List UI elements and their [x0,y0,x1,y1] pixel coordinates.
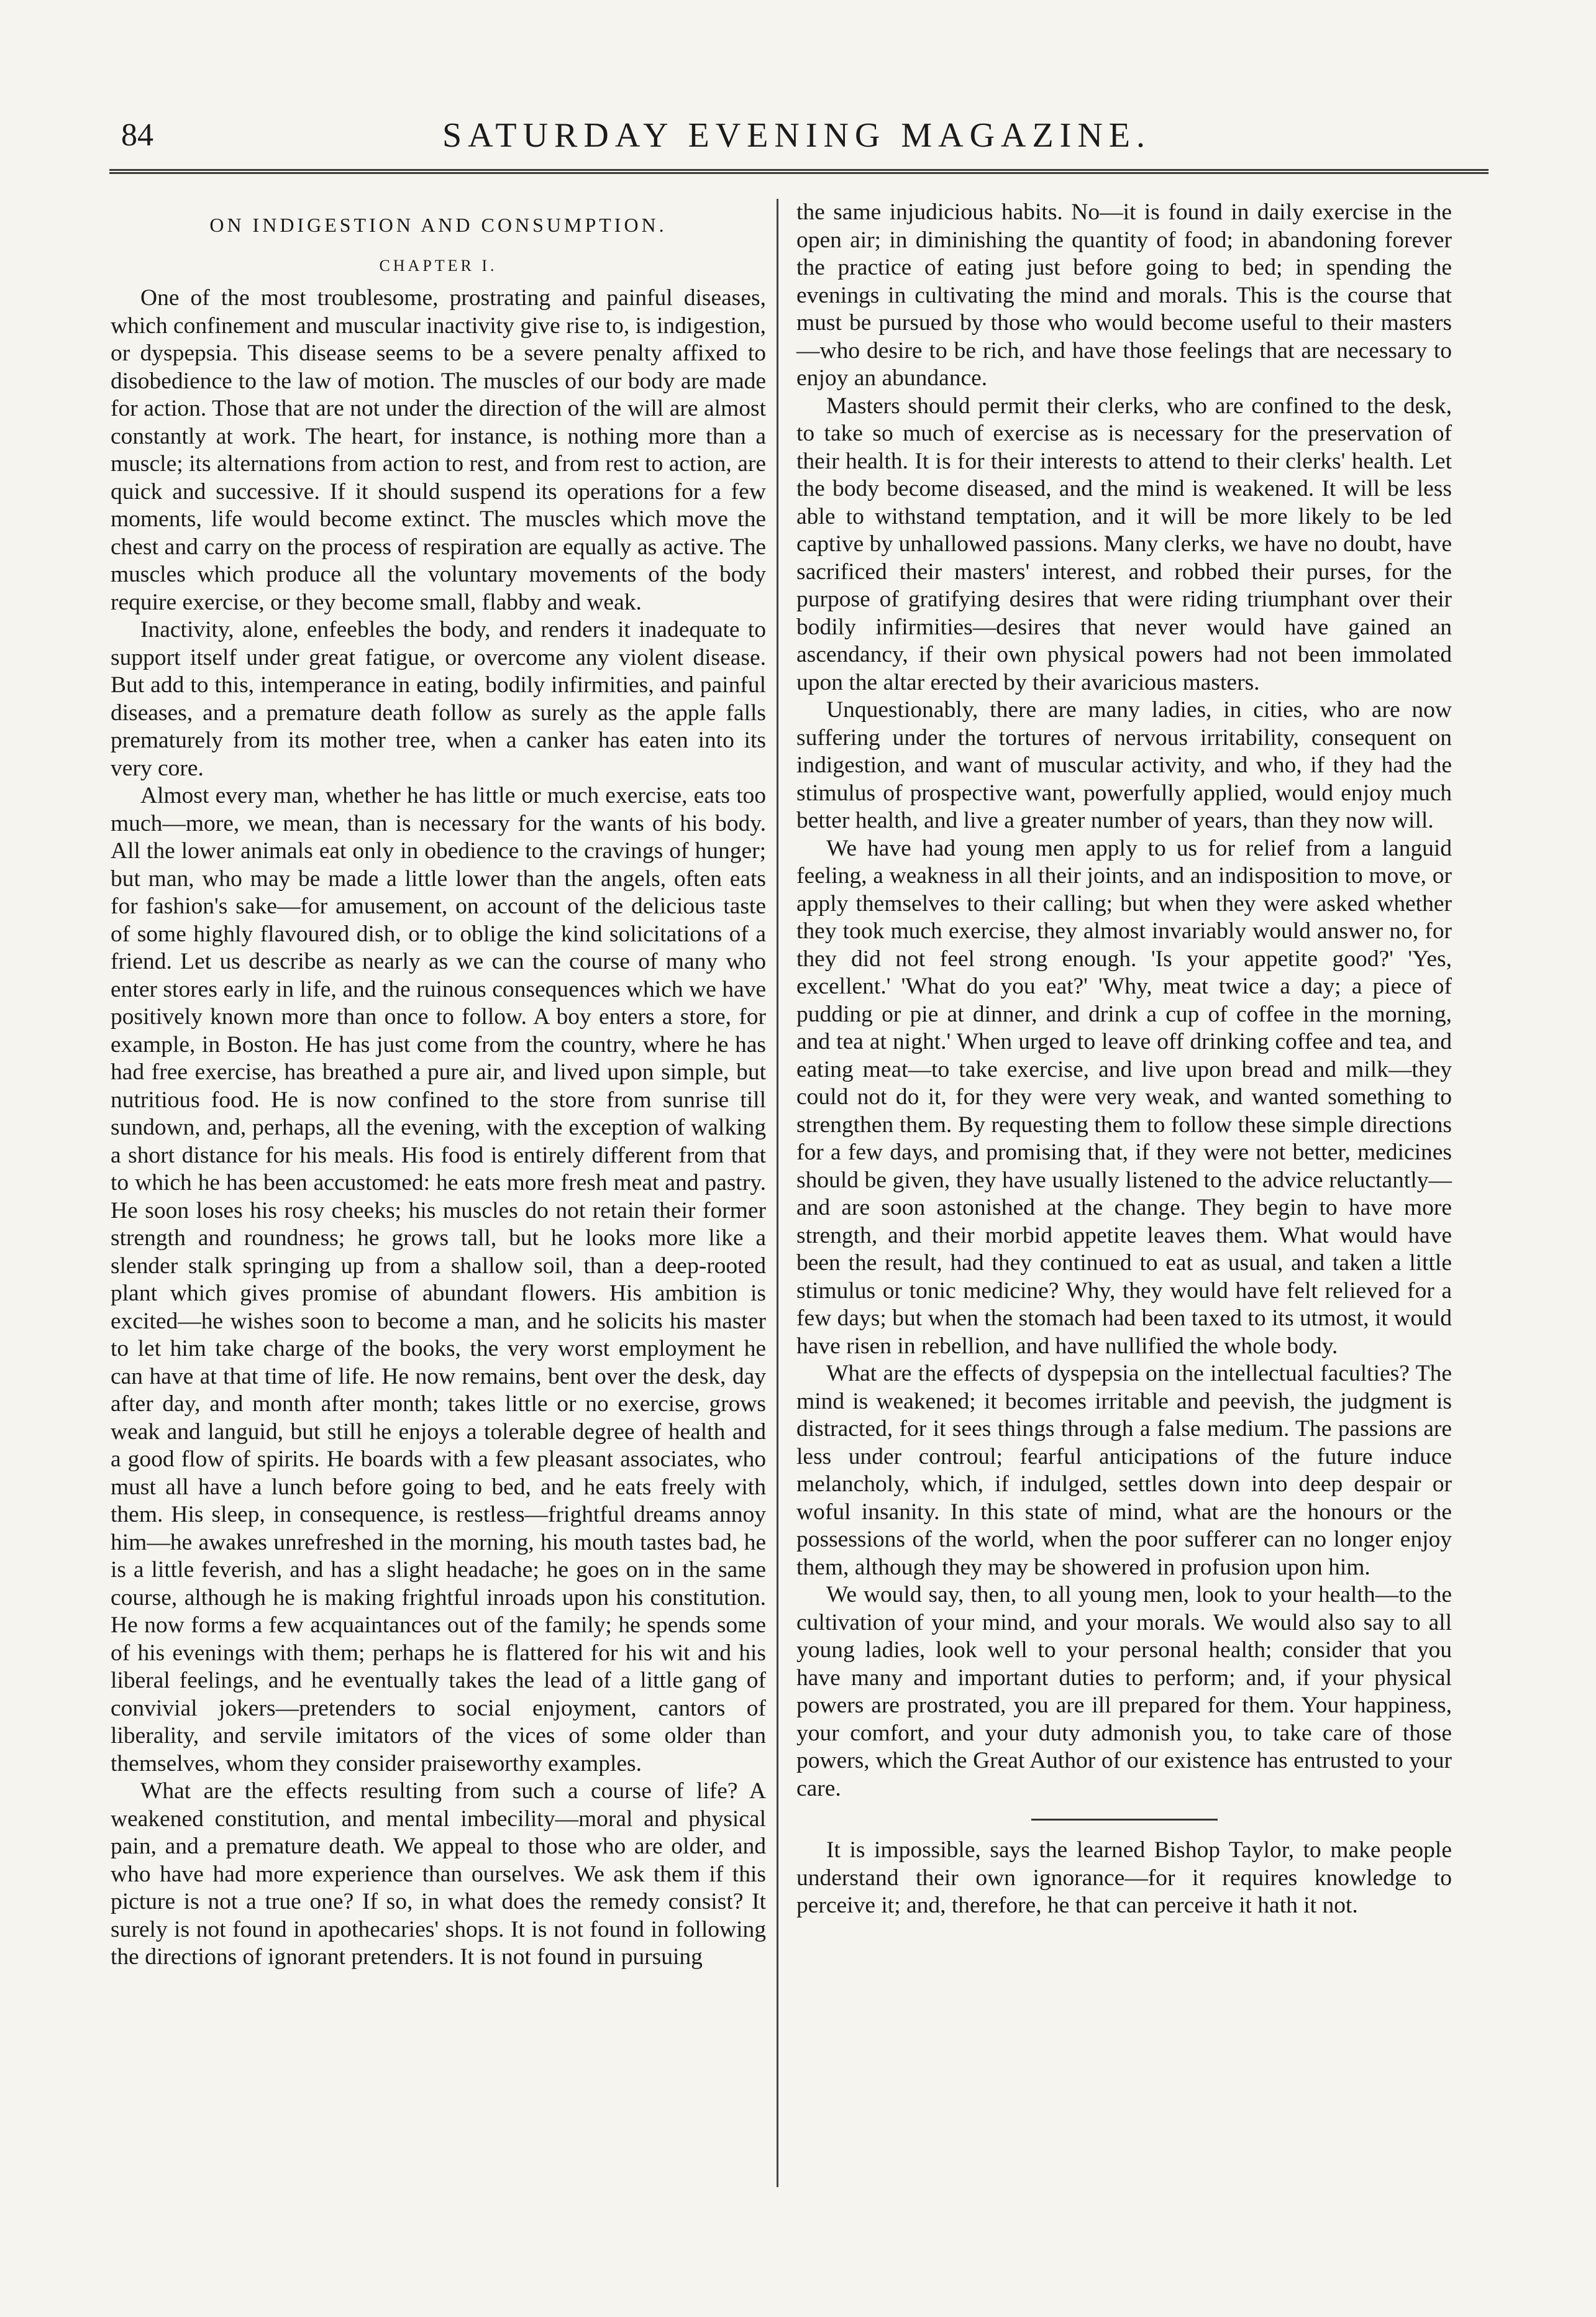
column-divider [777,199,778,2187]
paragraph: Masters should permit their clerks, who are confined to the desk, to take so much of exercise as is necessary for the preservation of their health. It is for their interests to attend to their clerks' health. Let the body become diseased, and the mind is weakened. It will be less able to withstand temptation, and it will be more likely to be led captive by unhallowed passions. Many clerks, we have no doubt, have sacrificed their masters' interest, and robbed their purses, for the purpose of gratifying desires that were riding triumphant over their bodily infirmities—desires that never would have gained an ascendancy, if their own physical powers had not been immolated upon the altar erected by their avaricious masters. [796,393,1452,695]
paragraph: We have had young men apply to us for relief from a languid feeling, a weakness in all their joints, and an indisposition to move, or apply themselves to their calling; but when they were asked whether they took much exercise, they almost invariably would answer no, for they did not feel strong enough. 'Is your appetite good?' 'Yes, excellent.' 'What do you eat?' 'Why, meat twice a day; a piece of pudding or pie at dinner, and drink a cup of coffee in the morning, and tea at night.' When urged to leave off drinking coffee and tea, and eating meat—to take exercise, and live upon bread and milk—they could not do it, for they were very weak, and wanted something to strengthen them. By requesting them to follow these simple directions for a few days, and promising that, if they were not better, medicines should be given, they have usually listened to the advice reluctantly—and are soon astonished at the change. They begin to have more strength, and their morbid appetite leaves them. What would have been the result, had they continued to eat as usual, and taken a little stimulus or tonic medicine? Why, they would have felt relieved for a few days; but when the stomach had been taxed to its utmost, it would have risen in rebellion, and have nullified the whole body. [796,835,1452,1359]
left-column [111,199,766,1972]
closing-note: It is impossible, says the learned Bishop Taylor, to make people understand their own ignorance—for it requires knowledge to perceive it; and, therefore, he that can perceive it hath it not. [796,1837,1452,1918]
paragraph: the same injudicious habits. No—it is found in daily exercise in the open air; in diminishing the quantity of food; in abandoning forever the practice of eating just before going to bed; in spending the evenings in cultivating the mind and morals. This is the course that must be pursued by those who would become useful to their masters—who desire to be rich, and have those feelings that are necessary to enjoy an abundance. [796,199,1452,391]
paragraph: Unquestionably, there are many ladies, in cities, who are now suffering under the tortures of nervous irritability, consequent on indigestion, and want of muscular activity, and who, if they had the stimulus of prospective want, powerfully applied, would enjoy much better health, and live a greater number of years, than they now will. [796,697,1452,833]
header-rule [109,169,1489,174]
page-header [121,111,1472,160]
paragraph: What are the effects resulting from such a course of life? A weakened constitution, and mental imbecility—moral and physical pain, and a premature death. We appeal to those who are older, and who have had more experience than ourselves. We ask them if this picture is not a true one? If so, in what does the remedy consist? It surely is not found in apothecaries' shops. It is not found in following the directions of ignorant pretenders. It is not found in pursuing [111,1778,766,1970]
article-title: ON INDIGESTION AND CONSUMPTION. [209,214,667,236]
paragraph: We would say, then, to all young men, look to your health—to the cultivation of your mind, and your morals. We would also say to all young ladies, look well to your personal health; consider that you have many and important duties to perform; and, if your physical powers are prostrated, you are ill prepared for them. Your happiness, your comfort, and your duty admonish you, to take care of those powers, which the Great Author of our existence has entrusted to your care. [796,1582,1452,1801]
paragraph: What are the effects of dyspepsia on the intellectual faculties? The mind is weakened; it becomes irritable and peevish, the judgment is distracted, for it sees things through a false medium. The passions are less under controul; fearful anticipations of the future induce melancholy, which, if indulged, settles down into deep despair or woful insanity. In this state of mind, what are the honours or the possessions of the world, when the poor sufferer can no longer enjoy them, although they may be showered in profusion upon him. [796,1361,1452,1580]
paragraph: One of the most troublesome, prostrating and painful diseases, which confinement and muscular inactivity give rise to, is indigestion, or dyspepsia. This disease seems to be a severe penalty affixed to disobedience to the law of motion. The muscles of our body are made for action. Those that are not under the direction of the will are almost constantly at work. The heart, for instance, is nothing more than a muscle; its alternations from action to rest, and from rest to action, are quick and successive. If it should suspend its operations for a few moments, life would become extinct. The muscles which move the chest and carry on the process of respiration are equally as active. The muscles which produce all the voluntary movements of the body require exercise, or they become small, flabby and weak. [111,285,766,615]
paragraph: Almost every man, whether he has little or much exercise, eats too much—more, we mean, than is necessary for the wants of his body. All the lower animals eat only in obedience to the cravings of hunger; but man, who may be made a little lower than the angels, often eats for fashion's sake—for amusement, on account of the delicious taste of some highly flavoured dish, or to oblige the kind solicitations of a friend. Let us describe as nearly as we can the course of many who enter stores early in life, and the ruinous consequences which we have positively known more than once to follow. A boy enters a store, for example, in Boston. He has just come from the country, where he has had free exercise, has breathed a pure air, and lived upon simple, but nutritious food. He is now confined to the store from sunrise till sundown, and, perhaps, all the evening, with the exception of walking a short distance for his meals. His food is entirely different from that to which he has been accustomed: he eats more fresh meat and pastry. He soon loses his rosy cheeks; his muscles do not retain their former strength and roundness; he grows tall, but he looks more like a slender stalk springing up from a shallow soil, than a deep-rooted plant which gives promise of abundant flowers. His ambition is excited—he wishes soon to become a man, and he solicits his master to let him take charge of the books, the very worst employment he can have at that time of life. He now remains, bent over the desk, day after day, and month after month; takes little or no exercise, grows weak and languid, but still he enjoys a tolerable degree of health and a good flow of spirits. He boards with a few pleasant associates, who must all have a lunch before going to bed, and he eats freely with them. His sleep, in consequence, is restless—frightful dreams annoy him—he awakes unrefreshed in the morning, his mouth tastes bad, he is a little feverish, and has a slight headache; he goes on in the same course, although he is making frightful inroads upon his constitution. He now forms a few acquaintances out of the family; he spends some of his evenings with them; perhaps he is flattered for his wit and his liberal feelings, and he eventually takes the lead of a little gang of convivial jokers—pretenders to social enjoyment, cantors of liberality, and servile imitators of the vices of some older than themselves, whom they consider praiseworthy examples. [111,783,766,1776]
running-title: SATURDAY EVENING MAGAZINE. [442,116,1151,155]
right-column [796,199,1452,1920]
chapter-heading: CHAPTER I. [379,257,498,275]
section-rule [1031,1819,1218,1821]
paragraph: Inactivity, alone, enfeebles the body, and renders it inadequate to support itself under great fatigue, or overcome any violent disease. But add to this, intemperance in eating, bodily infirmities, and painful diseases, and a premature death follow as surely as the apple falls prematurely from its mother tree, when a canker has eaten into its very core. [111,617,766,781]
page-number: 84 [121,117,153,153]
